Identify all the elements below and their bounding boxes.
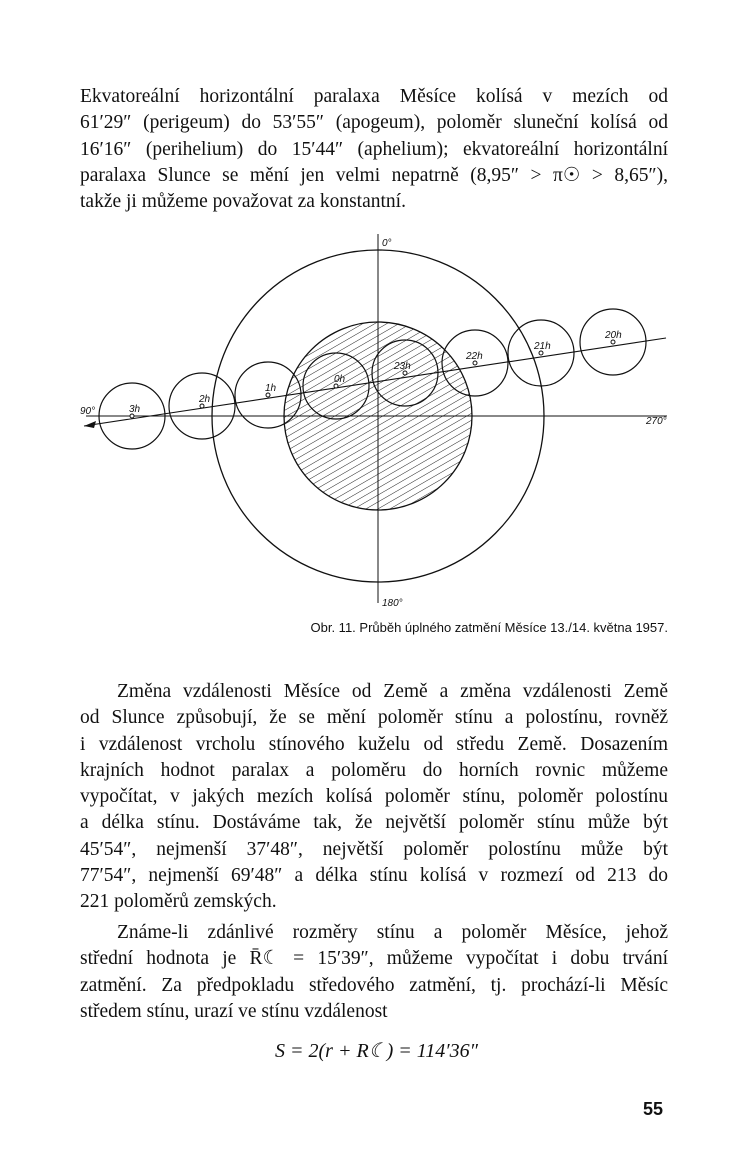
text-line: a délka stínu. Dostáváme tak, že největší poloměr stínu může být xyxy=(80,812,668,834)
label-90-deg: 90° xyxy=(80,406,96,417)
text-line: 221 poloměrů zemských. xyxy=(80,891,277,913)
text-line: zatmění. Za předpokladu středového zatmění, tj. prochází-li Měsíc xyxy=(80,974,668,996)
paragraph-shadow-radius xyxy=(80,679,668,916)
label-3h: 3h xyxy=(129,404,141,415)
text-line: 77′54″, nejmenší 69′48″ a délka stínu kolísá v rozmezí od 213 do xyxy=(80,865,668,887)
label-21h: 21h xyxy=(534,341,551,352)
text-line: Ekvatoreální horizontální paralaxa Měsíce kolísá v mezích od xyxy=(80,86,668,107)
label-270-deg: 270° xyxy=(646,416,667,427)
paragraph-eclipse-duration xyxy=(80,920,668,1025)
page-number: 55 xyxy=(642,1099,663,1119)
label-20h: 20h xyxy=(605,330,622,341)
text-line: 16′16″ (perihelium) do 15′44″ (aphelium); ekvatoreální horizontální xyxy=(80,138,668,160)
text-line: vypočítat, v jakých mezích kolísá poloměr stínu, poloměr polostínu xyxy=(80,786,668,808)
label-180-deg: 180° xyxy=(382,598,403,609)
text-line: takže ji můžeme považovat za konstantní. xyxy=(80,191,406,213)
label-1h: 1h xyxy=(265,383,277,394)
label-2h: 2h xyxy=(199,394,211,405)
text-line: středem stínu, urazí ve stínu vzdálenost xyxy=(80,1000,388,1022)
eclipse-diagram xyxy=(72,228,682,618)
equation: S = 2(r + R☾) = 114′36″ xyxy=(275,1040,478,1062)
label-22h: 22h xyxy=(466,351,483,362)
text-line: od Slunce způsobují, že se mění poloměr stínu a polostínu, rovněž xyxy=(80,707,668,729)
text-line: střední hodnota je R̄☾ = 15′39″, můžeme vypočítat i dobu trvání xyxy=(80,948,668,970)
text-line: 45′54″, nejmenší 37′48″, největší poloměr polostínu může být xyxy=(80,838,668,860)
label-0h: 0h xyxy=(334,374,346,385)
text-line: paralaxa Slunce se mění jen velmi nepatrně (8,95″ > π☉ > 8,65″), xyxy=(80,164,668,186)
text-line: 61′29″ (perigeum) do 53′55″ (apogeum), poloměr sluneční kolísá od xyxy=(80,112,668,134)
label-0-deg: 0° xyxy=(382,238,392,249)
label-23h: 23h xyxy=(394,361,411,372)
text-line: Známe-li zdánlivé rozměry stínu a poloměr Měsíce, jehož xyxy=(117,922,668,943)
path-arrow-icon xyxy=(84,421,96,428)
paragraph-parallax xyxy=(80,84,668,215)
figure-caption: Obr. 11. Průběh úplného zatmění Měsíce 13./14. května 1957. xyxy=(310,620,668,635)
text-line: Změna vzdálenosti Měsíce od Země a změna vzdálenosti Země xyxy=(117,681,668,702)
text-line: krajních hodnot paralax a poloměru do horních rovnic můžeme xyxy=(80,759,668,781)
text-line: i vzdálenost vrcholu stínového kuželu od středu Země. Dosazením xyxy=(80,733,668,755)
